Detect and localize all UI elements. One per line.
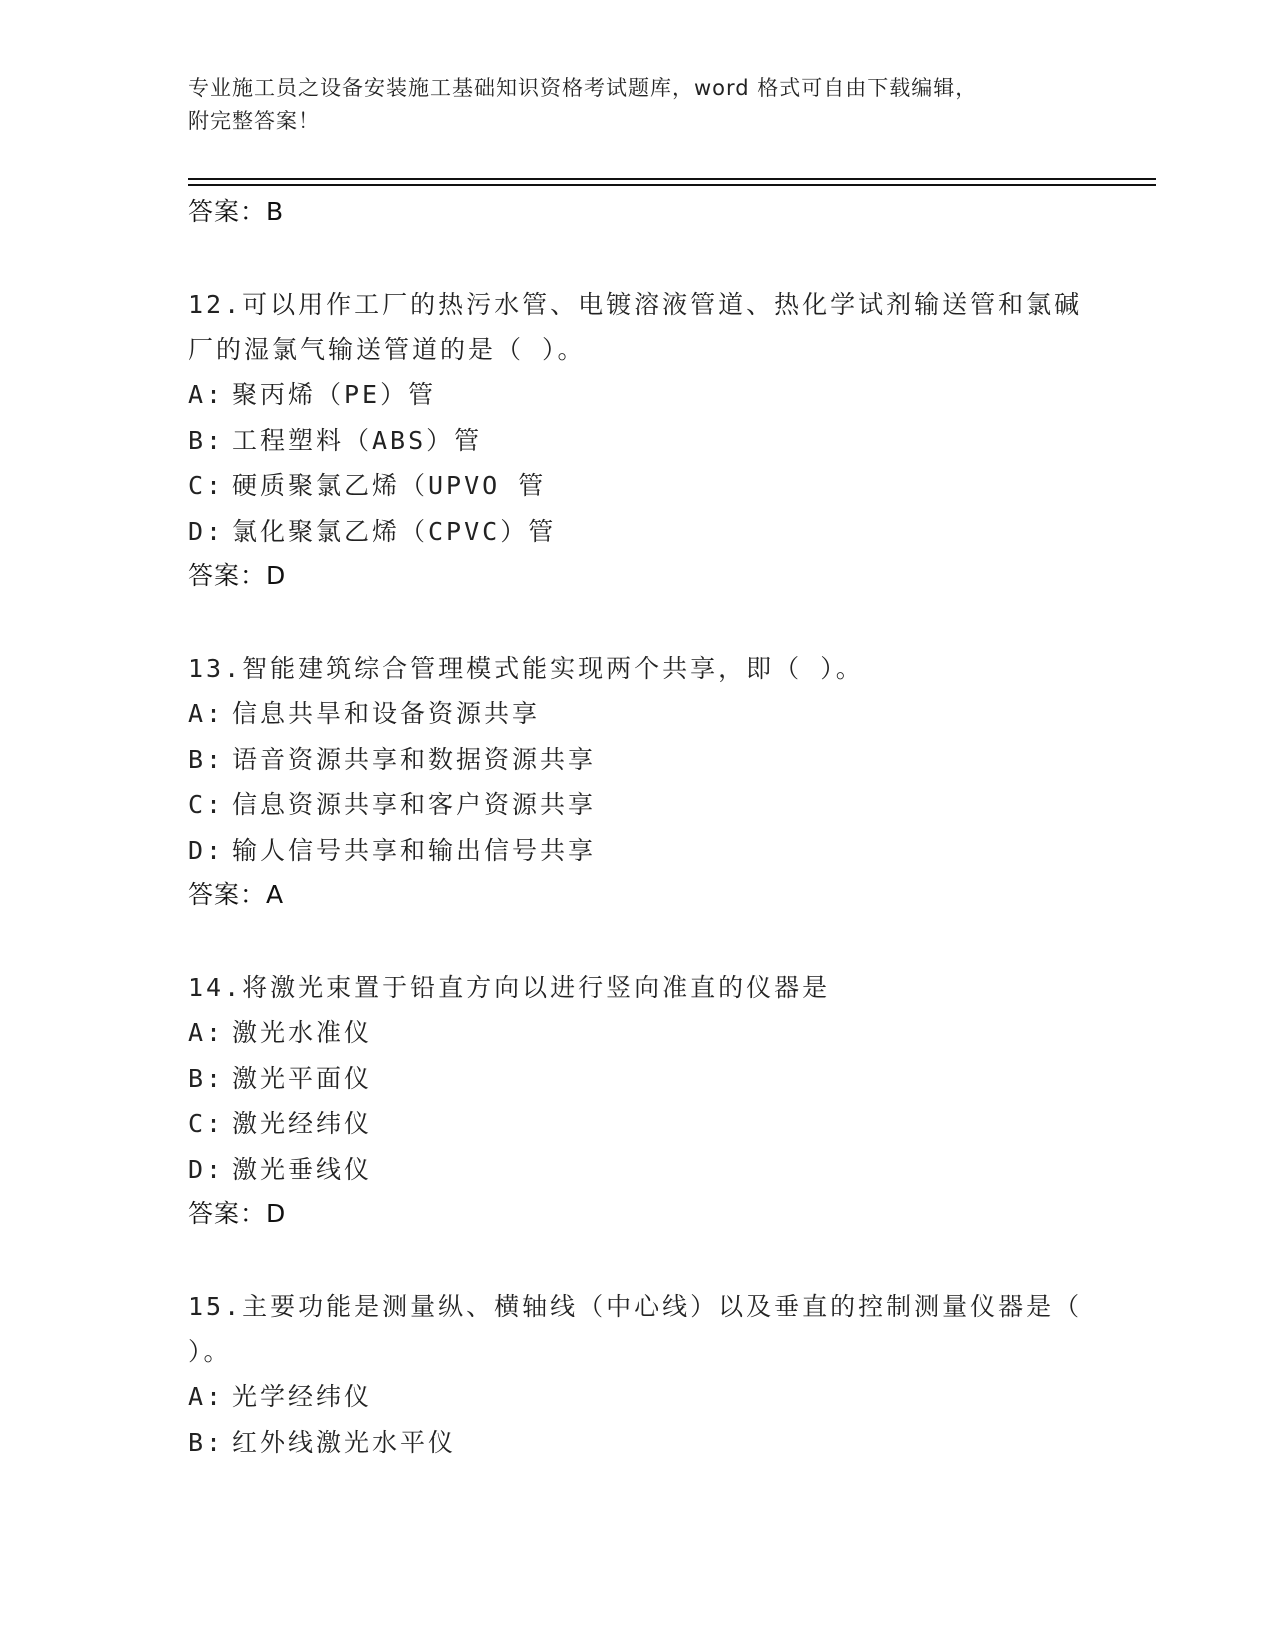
header-line-1: 专业施工员之设备安装施工基础知识资格考试题库，word 格式可自由下载编辑， [188,76,978,100]
option-b [188,418,1108,464]
option-letter: B: [188,744,225,774]
option-text: 激光水准仪 [232,1018,373,1047]
option-a [188,1374,1108,1420]
option-d [188,509,1108,555]
answer-line: 答案：A [188,880,285,909]
header-line-2: 附完整答案！ [188,109,320,133]
option-text: 激光平面仪 [232,1063,373,1093]
option-letter: D: [188,1154,225,1184]
answer-line: 答案：D [188,1199,287,1228]
option-text: 信息资源共享和客户资源共享 [232,790,597,819]
header-divider-bottom [188,184,1156,186]
option-text: 信息共旱和设备资源共享 [232,699,541,728]
question-text: 13.智能建筑综合管理模式能实现两个共享，即（ ）。 [188,654,864,683]
answer-line: 答案：B [188,197,285,226]
option-letter: C: [188,1109,225,1138]
option-text: 红外线激光水平仪 [232,1427,457,1457]
option-text: 输人信号共享和输出信号共享 [232,835,597,865]
document-header [188,72,1088,138]
option-letter: C: [188,790,225,819]
option-letter: D: [188,516,225,546]
option-letter: A: [188,1382,225,1411]
question-block [188,282,1108,598]
option-a [188,372,1108,418]
option-text: 语音资源共享和数据资源共享 [232,744,597,774]
question-block [188,965,1108,1236]
option-text: 聚丙烯（PE）管 [232,380,437,409]
option-text: 激光经纬仪 [232,1109,373,1138]
option-b [188,737,1108,783]
option-d [188,1147,1108,1193]
question-text: 12.可以用作工厂的热污水管、电镀溶液管道、热化学试剂输送管和氯碱厂的湿氯气输送管道的是（ ）。 [188,290,1083,364]
question-list [188,190,1108,1465]
option-c [188,782,1108,828]
option-c [188,1101,1108,1147]
option-letter: B: [188,1427,225,1457]
option-letter: A: [188,1018,225,1047]
option-d [188,828,1108,874]
question-text: 14.将激光束置于铅直方向以进行竖向准直的仪器是 [188,973,831,1002]
option-b [188,1420,1108,1466]
option-letter: B: [188,1063,225,1093]
question-text: 15.主要功能是测量纵、横轴线（中心线）以及垂直的控制测量仪器是（ ）。 [188,1292,1083,1366]
option-text: 硬质聚氯乙烯（UPVO 管 [232,471,547,500]
option-letter: A: [188,699,225,728]
question-block [188,646,1108,917]
question-block [188,1284,1108,1465]
option-letter: C: [188,471,225,500]
answer-line: 答案：D [188,561,287,590]
option-c [188,463,1108,509]
option-a [188,1010,1108,1056]
option-letter: B: [188,425,225,455]
option-text: 氯化聚氯乙烯（CPVC）管 [232,516,557,546]
option-letter: D: [188,835,225,865]
option-text: 工程塑料（ABS）管 [232,425,483,455]
option-text: 光学经纬仪 [232,1382,373,1411]
option-text: 激光垂线仪 [232,1154,373,1184]
option-letter: A: [188,380,225,409]
header-divider-top [188,178,1156,180]
option-a [188,691,1108,737]
option-b [188,1056,1108,1102]
